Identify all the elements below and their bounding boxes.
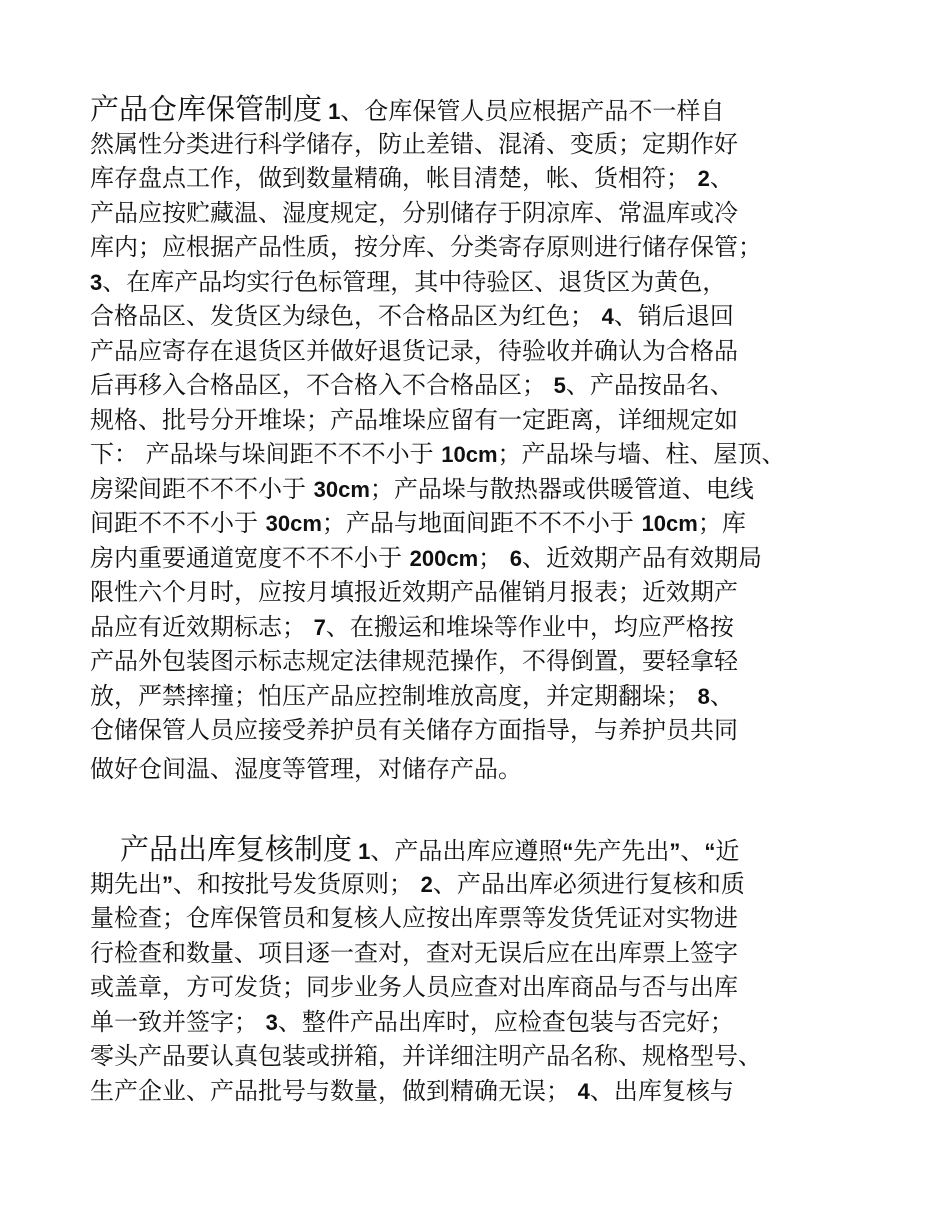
section-title-line — [90, 94, 724, 127]
body-text-run: 库存盘点工作，做到数量精确，帐目清楚，帐、货相符； — [90, 164, 698, 192]
paragraph-line — [90, 869, 745, 900]
bold-number-text: “ — [562, 839, 574, 864]
body-text-run: 行检查和数量、项目逐一查对，查对无误后应在出库票上签字 — [90, 938, 738, 967]
paragraph-line — [90, 267, 726, 298]
body-text-run: 先产先出 — [573, 837, 670, 865]
bold-number-text: 200cm — [409, 545, 479, 571]
bold-number-text: 10cm — [641, 511, 698, 536]
body-text-run: 放，严禁摔撞；怕压产品应控制堆放高度，并定期翻垛； — [90, 681, 698, 710]
paragraph-line — [90, 474, 754, 505]
bold-number-text: 10cm — [441, 442, 498, 467]
paragraph-line — [90, 972, 738, 1002]
paragraph-line — [90, 129, 738, 159]
paragraph-line — [90, 754, 522, 784]
body-text-run: 近 — [715, 837, 740, 865]
body-text-run: 规格、批号分开堆垛；产品堆垛应留有一定距离，详细规定如 — [90, 405, 738, 434]
paragraph-line — [90, 370, 734, 401]
paragraph-line — [90, 508, 746, 539]
body-text-run: 、 — [709, 164, 734, 192]
body-text-run: ；产品垛与散热器或供暖管道、电线 — [369, 474, 754, 503]
body-text-run: ； — [478, 543, 510, 572]
body-text-run: 、 — [680, 837, 705, 865]
body-text-run: ；库 — [697, 509, 746, 537]
body-text-run: 下： 产品垛与垛间距不不不小于 — [90, 440, 442, 468]
body-text-run: 期先出 — [90, 869, 162, 898]
body-text-run: 房内重要通道宽度不不不小于 — [90, 543, 410, 572]
body-text-run: 房梁间距不不不小于 — [90, 474, 314, 503]
body-text-run: 做好仓间温、湿度等管理，对储存产品。 — [90, 754, 522, 783]
bold-number-text: ” — [162, 871, 173, 897]
body-text-run: ；产品与地面间距不不不小于 — [321, 509, 642, 537]
bold-number-text: 30cm — [265, 511, 322, 536]
section-title-line — [120, 834, 739, 867]
bold-number-text: 4 — [601, 304, 614, 329]
paragraph-line — [90, 1041, 762, 1071]
body-text-run: 品应有近效期标志； — [90, 612, 314, 641]
body-text-run: 产品应按贮藏温、湿度规定，分别储存于阴凉库、常温库或冷 — [90, 198, 738, 227]
body-text-run: 零头产品要认真包装或拼箱，并详细注明产品名称、规格型号、 — [90, 1042, 762, 1070]
body-text-run: 间距不不不小于 — [90, 509, 266, 537]
body-text-run: 、出库复核与 — [589, 1076, 734, 1105]
bold-number-text: 3 — [265, 1009, 278, 1035]
body-text-run: 、产品出库应遵照 — [370, 837, 563, 865]
paragraph-line — [90, 681, 734, 712]
bold-number-text: 6 — [509, 545, 523, 571]
body-text-run: 、近效期产品有效期局 — [522, 543, 763, 572]
body-text-run: 量检查；仓库保管员和复核人应按出库票等发货凭证对实物进 — [90, 904, 738, 932]
body-text-run: 生产企业、产品批号与数量，做到精确无误； — [90, 1076, 578, 1105]
body-text-run: 合格品区、发货区为绿色，不合格品区为红色； — [90, 302, 602, 330]
body-text-run: 、在库产品均实行色标管理，其中待验区、退货区为黄色， — [102, 267, 727, 296]
bold-number-text: 30cm — [313, 476, 370, 502]
body-text-run: 产品应寄存在退货区并做好退货记录，待验收并确认为合格品 — [90, 336, 738, 365]
body-text-run: 仓储保管人员应接受养护员有关储存方面指导，与养护员共同 — [90, 716, 738, 744]
bold-number-text: 1 — [352, 839, 371, 864]
paragraph-line — [90, 715, 738, 745]
paragraph-line — [90, 903, 738, 933]
body-text-run: 产品外包装图示标志规定法律规范操作，不得倒置，要轻拿轻 — [90, 647, 738, 675]
body-text-run: 或盖章，方可发货；同步业务人员应查对出库商品与否与出库 — [90, 973, 738, 1001]
section-title: 产品仓库保管制度 — [90, 92, 323, 126]
body-text-run: 、产品出库必须进行复核和质 — [432, 869, 745, 898]
bold-number-text: 4 — [577, 1078, 590, 1104]
paragraph-line — [90, 646, 738, 676]
bold-number-text: 1 — [322, 99, 341, 124]
paragraph-line — [90, 1076, 734, 1107]
paragraph-line — [90, 577, 738, 607]
bold-number-text: 8 — [697, 683, 710, 709]
body-text-run: 、销后退回 — [613, 302, 734, 330]
bold-number-text: 2 — [420, 871, 433, 897]
body-text-run: 限性六个月时，应按月填报近效期产品催销月报表；近效期产 — [90, 578, 738, 606]
paragraph-line — [90, 543, 762, 574]
body-text-run: 、产品按品名、 — [565, 371, 734, 399]
paragraph-line — [90, 198, 738, 228]
body-text-run: ；产品垛与墙、柱、屋顶、 — [497, 440, 786, 468]
paragraph-line — [90, 232, 762, 262]
paragraph-line — [90, 1007, 734, 1038]
body-text-run: 、在搬运和堆垛等作业中，均应严格按 — [325, 612, 734, 641]
paragraph-line — [90, 163, 734, 194]
bold-number-text: 5 — [553, 373, 566, 398]
paragraph-line — [90, 439, 786, 470]
body-text-run: 、和按批号发货原则； — [173, 869, 421, 898]
paragraph-line — [90, 938, 738, 968]
body-text-run: 、 — [709, 681, 734, 710]
body-text-run: 然属性分类进行科学储存，防止差错、混淆、变质；定期作好 — [90, 129, 738, 158]
bold-number-text: 7 — [313, 614, 326, 640]
paragraph-line — [90, 301, 734, 332]
body-text-run: 单一致并签字； — [90, 1007, 266, 1036]
body-text-run: 库内；应根据产品性质，按分库、分类寄存原则进行储存保管； — [90, 233, 762, 261]
paragraph-line — [90, 405, 738, 435]
body-text-run: 、整件产品出库时，应检查包装与否完好； — [277, 1007, 734, 1036]
body-text-run: 后再移入合格品区，不合格入不合格品区； — [90, 371, 554, 399]
section-title: 产品出库复核制度 — [120, 832, 353, 866]
body-text-run: 、仓库保管人员应根据产品不一样自 — [340, 97, 725, 125]
bold-number-text: 3 — [90, 269, 103, 295]
bold-number-text: 2 — [697, 166, 710, 191]
paragraph-line — [90, 336, 738, 366]
bold-number-text: ” — [669, 839, 681, 864]
bold-number-text: “ — [704, 839, 716, 864]
paragraph-line — [90, 612, 734, 643]
